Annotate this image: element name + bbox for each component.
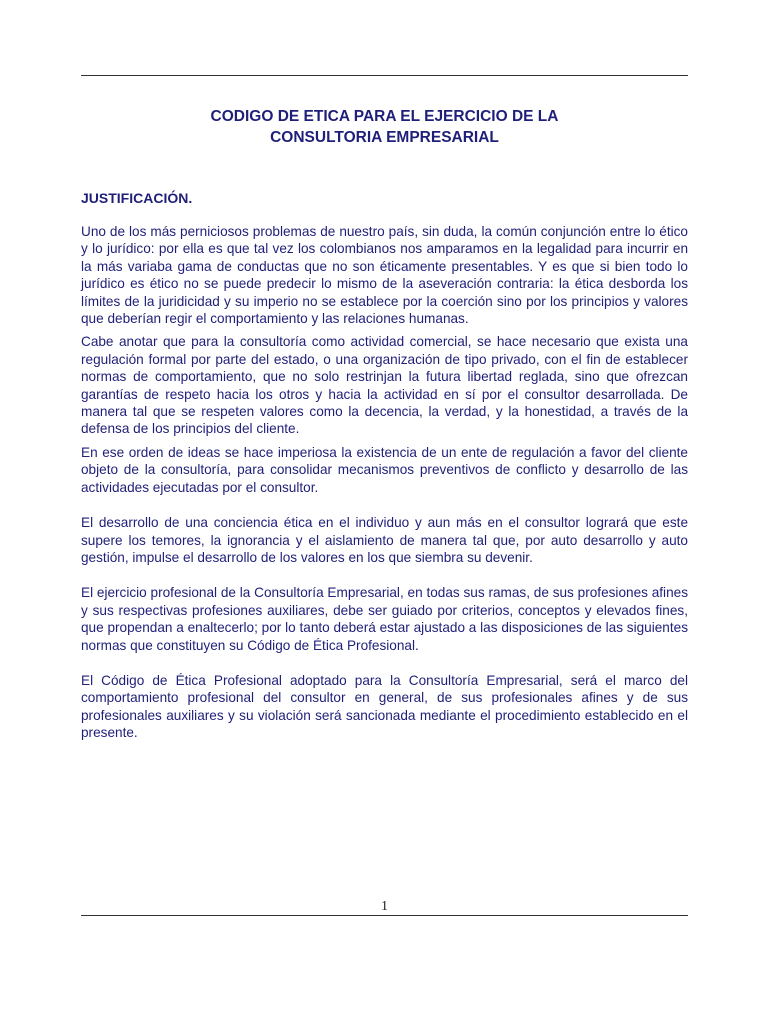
- section-heading: JUSTIFICACIÓN.: [81, 190, 193, 206]
- paragraph-1: Uno de los más perniciosos problemas de nuestro país, sin duda, la común conjunción entre lo ético y lo jurídico: por ella es que tal vez los colombianos nos amparamos en la legalidad para incurrir en la más variaba gama de conductas que no son éticamente presentables. Y es que si bien todo lo jurídico es ético no se puede predecir lo mismo de la aseveración contraria: la ética desborda los límites de la juridicidad y su imperio no se establece por la coerción sino por los principios y valores que deberían regir el comportamiento y las relaciones humanas.: [81, 224, 688, 327]
- paragraph-5: El ejercicio profesional de la Consultoría Empresarial, en todas sus ramas, de sus profesiones afines y sus respectivas profesiones auxiliares, debe ser guiado por criterios, conceptos y elevados fines, que propendan a enaltecerlo; por lo tanto deberá estar ajustado a las disposiciones de las siguientes normas que constituyen su Código de Ética Profesional.: [81, 585, 688, 653]
- footer-rule: [81, 915, 688, 916]
- title-line-2: CONSULTORIA EMPRESARIAL: [270, 129, 499, 146]
- body-text: [81, 223, 688, 742]
- paragraph-4: El desarrollo de una conciencia ética en el individuo y aun más en el consultor logrará que este supere los temores, la ignorancia y el aislamiento de manera tal que, por auto desarrollo y auto gestión, impulse el desarrollo de los valores en los que siembra su devenir.: [81, 515, 688, 565]
- title-line-1: CODIGO DE ETICA PARA EL EJERCICIO DE LA: [210, 108, 559, 125]
- document-title: [81, 106, 688, 148]
- paragraph-2: Cabe anotar que para la consultoría como actividad comercial, se hace necesario que exista una regulación formal por parte del estado, o una organización de tipo privado, con el fin de establecer normas de comportamiento, que no solo restrinjan la futura libertad reglada, sino que ofrezcan garantías de respeto hacia los otros y hacia la actividad en sí por el consultor desarrollada. De manera tal que se respeten valores como la decencia, la verdad, y la honestidad, a través de la defensa de los principios del cliente.: [81, 334, 688, 437]
- header-rule: [81, 75, 688, 76]
- paragraph-3: En ese orden de ideas se hace imperiosa la existencia de un ente de regulación a favor del cliente objeto de la consultoría, para consolidar mecanismos preventivos de conflicto y desarrollo de las actividades ejecutadas por el consultor.: [81, 444, 688, 495]
- paragraph-6: El Código de Ética Profesional adoptado para la Consultoría Empresarial, será el marco del comportamiento profesional del consultor en general, de sus profesionales afines y de sus profesionales auxiliares y su violación será sancionada mediante el procedimiento establecido en el presente.: [81, 672, 688, 741]
- page-number: 1: [381, 899, 388, 914]
